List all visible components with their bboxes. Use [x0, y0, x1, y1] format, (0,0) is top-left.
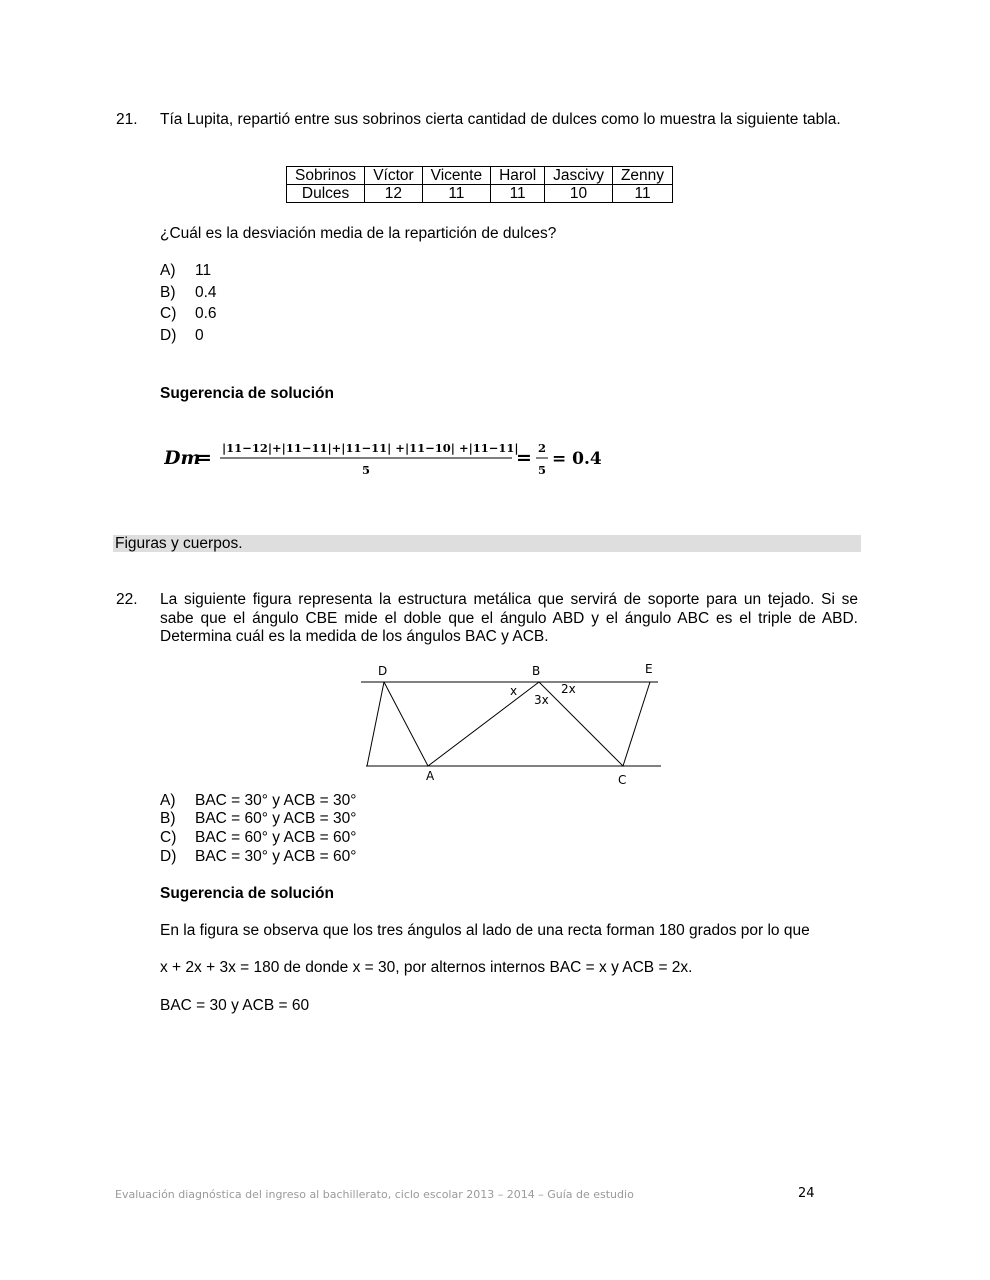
answer-option-a: A) BAC = 30° y ACB = 30°: [160, 792, 357, 809]
label-2x: 2x: [561, 682, 576, 696]
answer-option-b: B) BAC = 60° y ACB = 30°: [160, 810, 357, 827]
formula-result: = 0.4: [552, 449, 602, 469]
label-d: D: [378, 664, 388, 678]
svg-text:=: =: [196, 447, 212, 469]
table-cell: Sobrinos: [287, 167, 365, 185]
hint-line: En la figura se observa que los tres ángulos al lado de una recta forman 180 grados por lo que: [160, 922, 810, 939]
formula-frac2-den: 5: [538, 463, 547, 477]
table-cell: Víctor: [365, 167, 422, 185]
formula-numerator: |11−12|+|11−11|+|11−11| +|11−10| +|11−11|: [222, 441, 519, 455]
answer-option-d: D) 0: [160, 327, 204, 344]
table-cell: 11: [422, 185, 490, 203]
table-cell: 12: [365, 185, 422, 203]
question-prompt: ¿Cuál es la desviación media de la repartición de dulces?: [160, 225, 557, 242]
hint-line: BAC = 30 y ACB = 60: [160, 997, 310, 1014]
table-cell: 11: [612, 185, 672, 203]
table-cell: Dulces: [287, 185, 365, 203]
hint-line: x + 2x + 3x = 180 de donde x = 30, por alternos internos BAC = x y ACB = 2x.: [160, 959, 693, 976]
answer-option-c: C) 0.6: [160, 305, 217, 322]
svg-text:=: =: [516, 447, 532, 469]
footer-text: Evaluación diagnóstica del ingreso al bachillerato, ciclo escolar 2013 – 2014 – Guía de estudio: [115, 1188, 634, 1201]
label-x: x: [510, 684, 518, 698]
table-cell: Zenny: [612, 167, 672, 185]
formula-lhs: Dm: [164, 447, 201, 469]
table-cell: Jascivy: [545, 167, 613, 185]
answer-option-c: C) BAC = 60° y ACB = 60°: [160, 829, 357, 846]
truss-figure: [356, 658, 666, 790]
question-text: La siguiente figura representa la estructura metálica que servirá de soporte para un tejado. Si se sabe que el ángulo CBE mide el doble que el ángulo ABD y el ángulo ABC es el triple de ABD. Determina cuál es la medida de los ángulos BAC y ACB.: [160, 591, 858, 645]
candy-table: [286, 166, 673, 203]
formula-denominator: 5: [362, 463, 371, 477]
label-3x: 3x: [534, 693, 549, 707]
table-cell: Vicente: [422, 167, 490, 185]
label-e: E: [645, 662, 653, 676]
label-b: B: [532, 664, 541, 678]
page-number: 24: [798, 1186, 815, 1201]
section-heading: Figuras y cuerpos.: [113, 535, 861, 552]
hint-title: Sugerencia de solución: [160, 385, 334, 402]
label-a: A: [426, 769, 435, 783]
table-header-row: [287, 167, 673, 185]
label-c: C: [618, 773, 627, 787]
formula-frac2-num: 2: [538, 441, 547, 455]
answer-option-d: D) BAC = 30° y ACB = 60°: [160, 848, 357, 865]
mean-deviation-formula: [164, 436, 604, 480]
answer-option-b: B) 0.4: [160, 284, 217, 301]
table-cell: Harol: [491, 167, 545, 185]
table-cell: 10: [545, 185, 613, 203]
left-strut: [367, 682, 384, 766]
answer-option-a: A) 11: [160, 262, 212, 279]
table-cell: 11: [491, 185, 545, 203]
hint-title: Sugerencia de solución: [160, 885, 334, 902]
question-text: Tía Lupita, repartió entre sus sobrinos cierta cantidad de dulces como lo muestra la siguiente tabla.: [160, 111, 841, 128]
question-number: 21.: [116, 111, 138, 128]
question-number: 22.: [116, 591, 138, 608]
table-row: [287, 185, 673, 203]
